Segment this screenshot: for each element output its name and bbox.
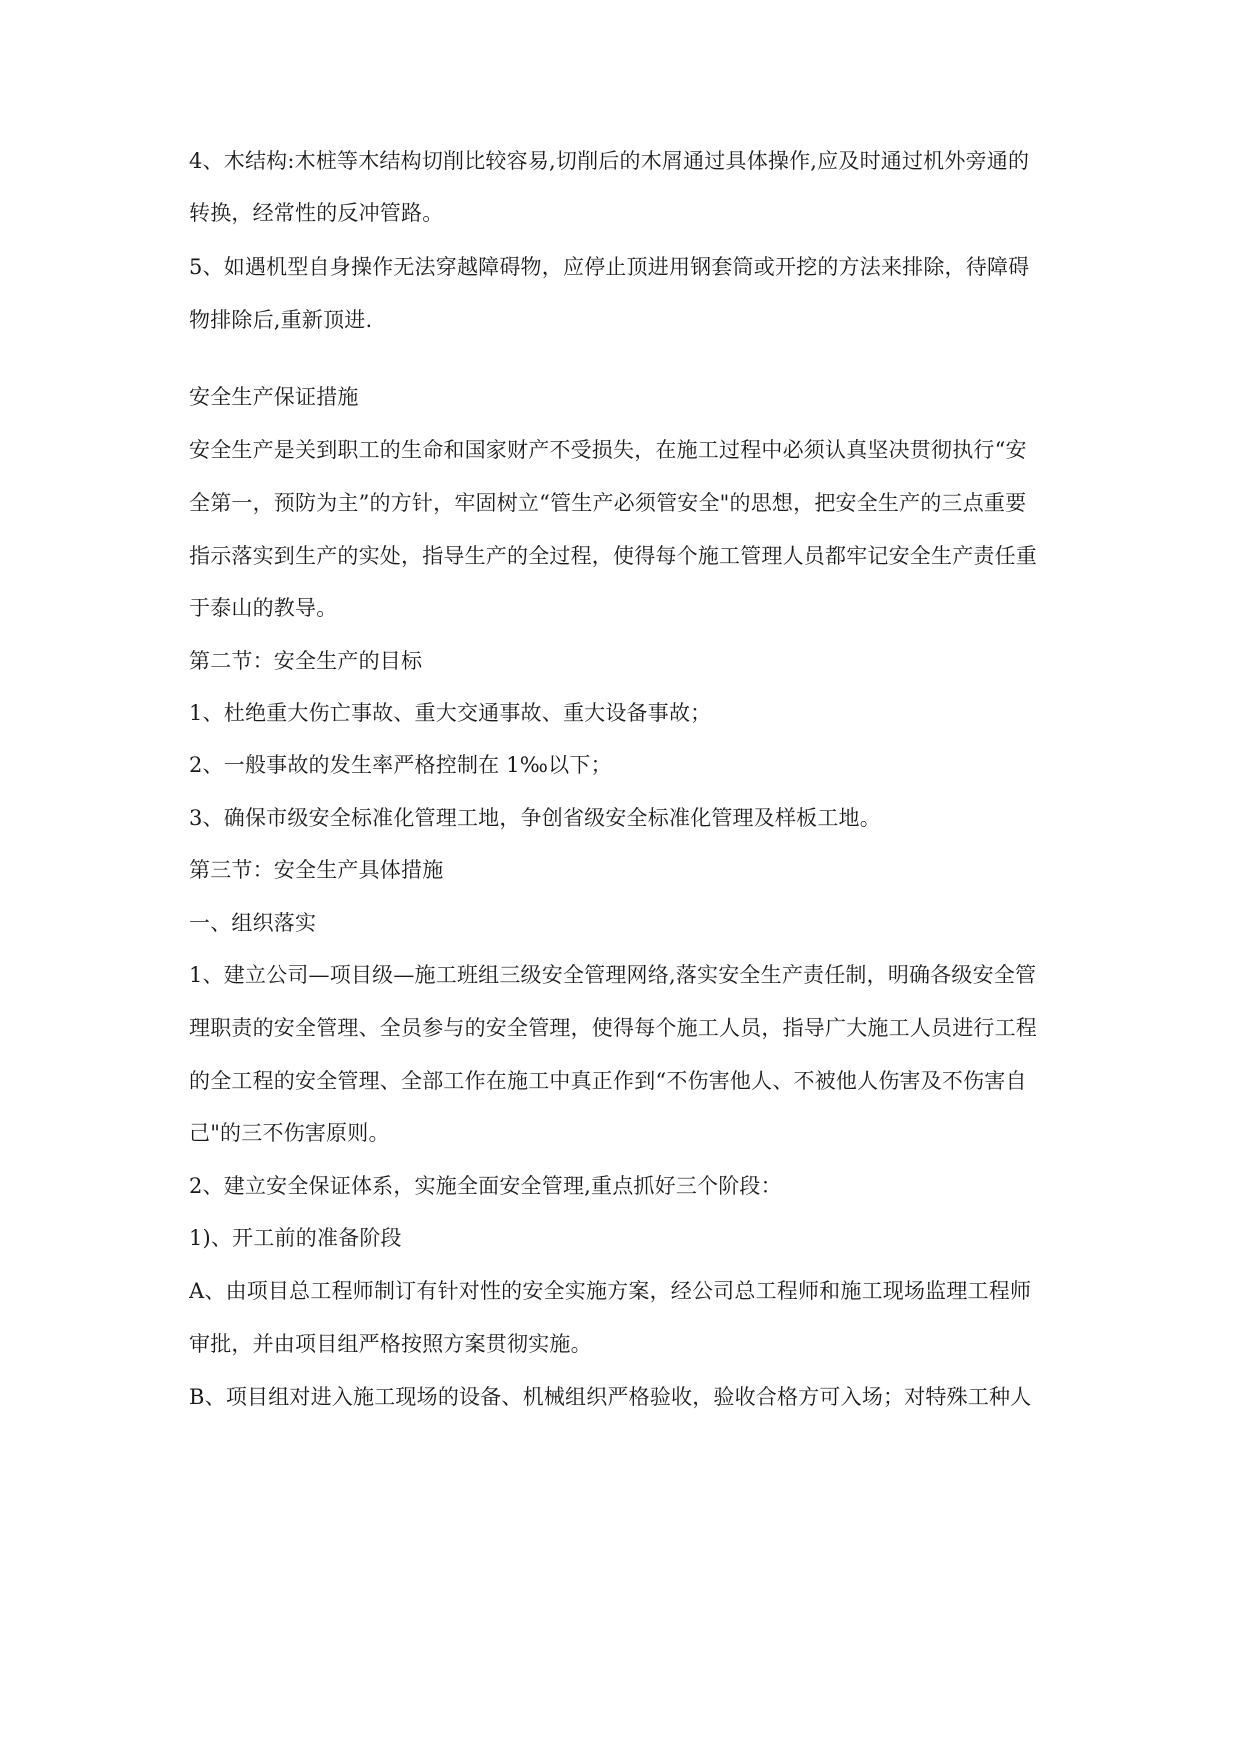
list-item: 1、杜绝重大伤亡事故、重大交通事故、重大设备事故； (189, 701, 712, 725)
text-line: 指示落实到生产的实处，指导生产的全过程，使得每个施工管理人员都牢记安全生产责任重 (189, 544, 1037, 568)
text-line: 安全生产是关到职工的生命和国家财产不受损失，在施工过程中必须认真坚决贯彻执行“安 (189, 438, 1027, 462)
section-heading: 第二节：安全生产的目标 (189, 649, 423, 673)
text-line: 物排除后,重新顶进. (189, 308, 373, 332)
text-line: 于泰山的教导。 (189, 596, 338, 620)
list-item: 3、确保市级安全标准化管理工地，争创省级安全标准化管理及样板工地。 (189, 806, 881, 830)
list-item: 2、一般事故的发生率严格控制在 1‰以下； (189, 753, 612, 777)
text-line: 理职责的安全管理、全员参与的安全管理，使得每个施工人员，指导广大施工人员进行工程 (189, 1016, 1037, 1040)
text-line: 5、如遇机型自身操作无法穿越障碍物，应停止顶进用钢套筒或开挖的方法来排除，待障碍 (189, 255, 1030, 279)
text-line: A、由项目总工程师制订有针对性的安全实施方案，经公司总工程师和施工现场监理工程师 (189, 1279, 1032, 1303)
text-line: 4、木结构:木桩等木结构切削比较容易,切削后的木屑通过具体操作,应及时通过机外旁通的 (189, 149, 1030, 173)
text-line: 审批，并由项目组严格按照方案贯彻实施。 (189, 1332, 592, 1356)
text-line: 全第一，预防为主”的方针，牢固树立“管生产必须管安全"的思想，把安全生产的三点重要 (189, 491, 1027, 515)
section-heading: 安全生产保证措施 (189, 385, 359, 409)
section-heading: 第三节：安全生产具体措施 (189, 858, 444, 882)
text-line: 1)、开工前的准备阶段 (189, 1226, 402, 1250)
text-line: 的全工程的安全管理、全部工作在施工中真正作到“不伤害他人、不被他人伤害及不伤害自 (189, 1069, 1027, 1093)
text-line: 2、建立安全保证体系，实施全面安全管理,重点抓好三个阶段： (189, 1174, 782, 1198)
text-line: 1、建立公司—项目级—施工班组三级安全管理网络,落实安全生产责任制，明确各级安全管 (189, 963, 1037, 987)
text-line: 己"的三不伤害原则。 (189, 1121, 390, 1145)
text-line: B、项目组对进入施工现场的设备、机械组织严格验收，验收合格方可入场；对特殊工种人 (189, 1385, 1032, 1409)
text-line: 转换，经常性的反冲管路。 (189, 201, 444, 225)
section-heading: 一、组织落实 (189, 911, 317, 935)
